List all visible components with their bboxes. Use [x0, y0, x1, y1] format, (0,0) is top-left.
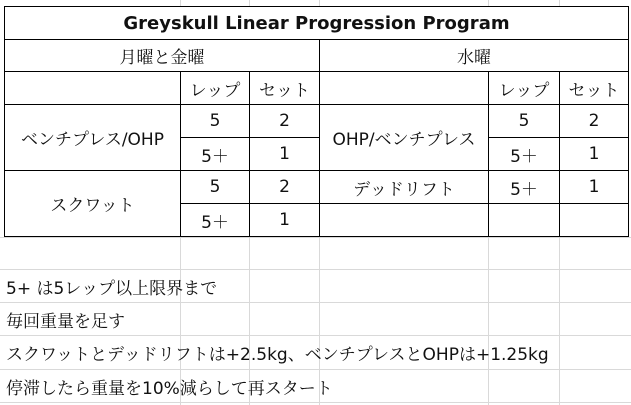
sets-value: 2 — [249, 170, 320, 204]
reps-value: 5＋ — [180, 203, 250, 237]
exercise-name: スクワット — [4, 170, 181, 237]
sets-value: 2 — [249, 104, 320, 138]
right-reps-header: レップ — [488, 71, 560, 105]
reps-value: 5＋ — [488, 170, 560, 204]
sets-value: 1 — [249, 137, 320, 171]
program-title: Greyskull Linear Progression Program — [4, 6, 629, 40]
sets-value: 1 — [559, 170, 629, 204]
note-reps-rule: 5+ は5レップ以上限界まで — [6, 278, 218, 299]
right-sets-header: セット — [559, 71, 629, 105]
reps-value: 5＋ — [488, 137, 560, 171]
right-exercise-header — [319, 71, 489, 105]
left-exercise-header — [4, 71, 181, 105]
note-stall-reset: 停滞したら重量を10%減らして再スタート — [6, 378, 333, 399]
empty-cell — [488, 203, 560, 237]
sets-value: 1 — [249, 203, 320, 237]
left-reps-header: レップ — [180, 71, 250, 105]
reps-value: 5＋ — [180, 137, 250, 171]
exercise-name: ベンチプレス/OHP — [4, 104, 181, 171]
sets-value: 2 — [559, 104, 629, 138]
right-day-header: 水曜 — [319, 39, 629, 72]
exercise-name: デッドリフト — [319, 170, 489, 204]
sets-value: 1 — [559, 137, 629, 171]
left-day-header: 月曜と金曜 — [4, 39, 320, 72]
exercise-name: OHP/ベンチプレス — [319, 104, 489, 171]
left-sets-header: セット — [249, 71, 320, 105]
reps-value: 5 — [488, 104, 560, 138]
note-add-weight: 毎回重量を足す — [6, 311, 125, 332]
empty-cell — [319, 203, 489, 237]
reps-value: 5 — [180, 104, 250, 138]
empty-cell — [559, 203, 629, 237]
reps-value: 5 — [180, 170, 250, 204]
note-increments: スクワットとデッドリフトは+2.5kg、ベンチプレスとOHPは+1.25kg — [6, 344, 549, 365]
